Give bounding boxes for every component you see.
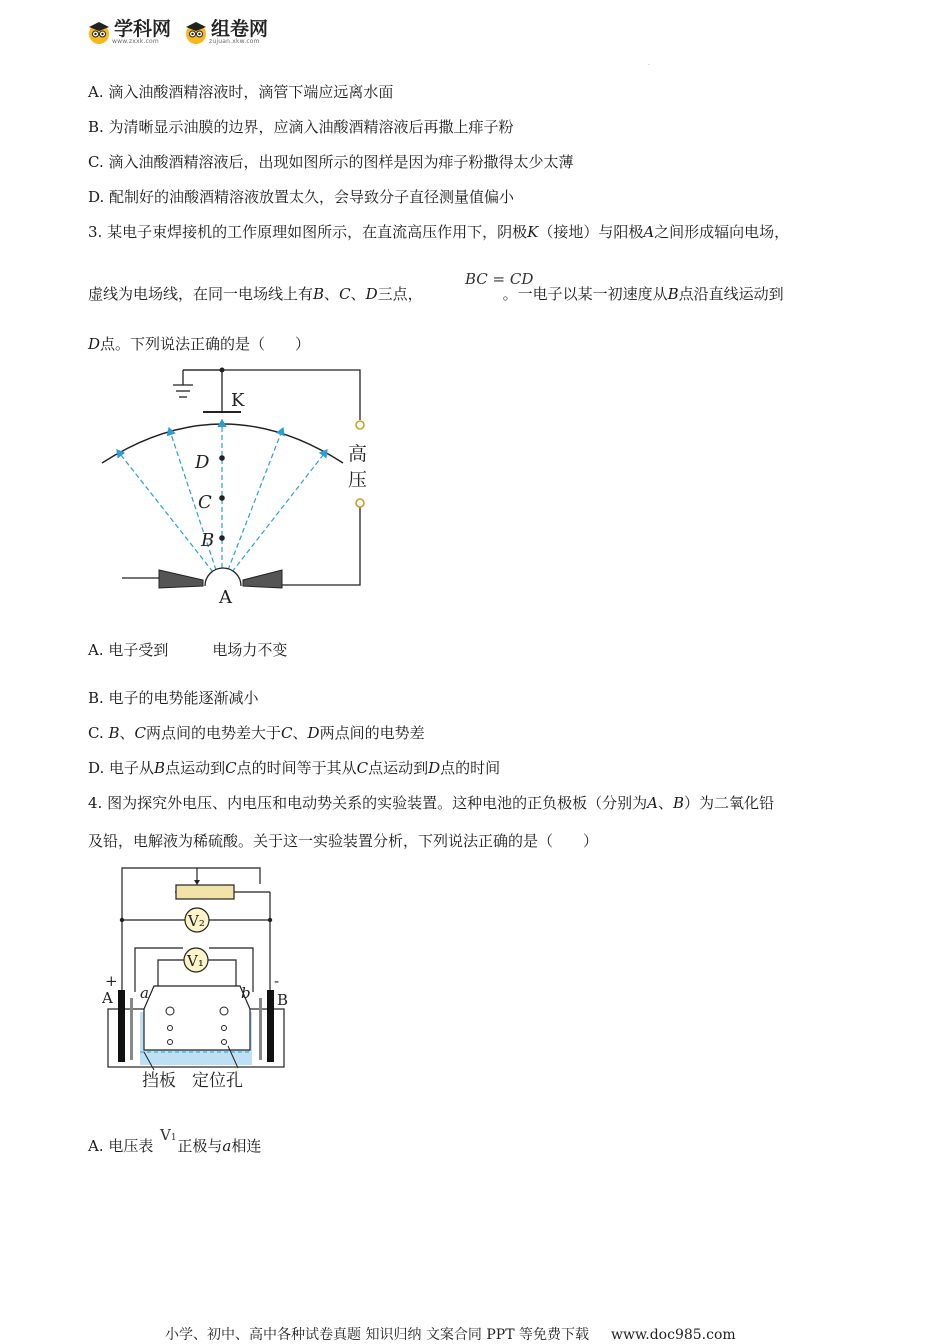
label-b: B	[277, 991, 289, 1009]
label-hole: 定位孔	[192, 1071, 243, 1091]
rheostat	[176, 885, 234, 899]
terminal-bottom	[356, 499, 364, 507]
q4-battery-diagram	[100, 862, 300, 1092]
plate-a	[118, 990, 125, 1062]
q3-formula: BC = CD	[465, 270, 534, 288]
hole	[168, 1040, 173, 1045]
separator-block	[144, 986, 250, 1050]
hole	[222, 1026, 227, 1031]
q3-option-b: B. 电子的电势能逐渐减小	[88, 689, 259, 707]
mascot-icon	[183, 19, 209, 45]
header-logos	[86, 14, 268, 50]
hole	[222, 1040, 227, 1045]
q2-option-d: D. 配制好的油酸酒精溶液放置太久，会导致分子直径测量值偏小	[88, 188, 515, 206]
label-high: 高	[348, 443, 368, 465]
logo1-url: www.zxxk.com	[112, 37, 159, 45]
zujuan-logo[interactable]	[183, 19, 268, 45]
q3-electron-beam-diagram	[95, 360, 375, 610]
probe-a	[130, 998, 133, 1060]
q3-option-a: A. 电子受到 电场力不变	[88, 641, 288, 659]
label-c: C	[198, 492, 212, 513]
q3-option-d: D. 电子从B点运动到C点的时间等于其从C点运动到D点的时间	[88, 759, 501, 777]
probe-b	[259, 998, 262, 1060]
voltmeter-symbol-v1: V1	[160, 1126, 177, 1144]
q3-stem-line3: D点。下列说法正确的是（ ）	[88, 335, 311, 353]
point-d	[219, 455, 225, 461]
junction-dot	[120, 918, 124, 922]
q4-stem-line1: 4. 图为探究外电压、内电压和电动势关系的实验装置。这种电池的正负极板（分别为A、B）为二氧化铅	[88, 794, 774, 812]
label-k: K	[231, 390, 245, 411]
junction-dot	[268, 918, 272, 922]
q3-option-c: C. B、C两点间的电势差大于C、D两点间的电势差	[88, 724, 425, 742]
label-plus: +	[105, 972, 118, 990]
q2-option-a: A. 滴入油酸酒精溶液时，滴管下端应远离水面	[88, 83, 394, 101]
stray-dot: .	[648, 60, 650, 67]
hole	[220, 1007, 228, 1015]
label-b: B	[201, 530, 215, 551]
logo2-name: 组卷网	[211, 17, 269, 40]
label-v2: V₂	[188, 912, 205, 930]
q3-stem-line1: 3. 某电子束焊接机的工作原理如图所示，在直流高压作用下，阴极K（接地）与阳极A之间形成辐向电场，	[88, 223, 790, 241]
ground-icon	[173, 385, 193, 397]
plate-b	[267, 990, 274, 1062]
logo2-url: zujuan.xkw.com	[209, 37, 260, 45]
label-v1: V₁	[187, 952, 204, 970]
q2-option-b: B. 为清晰显示油膜的边界，应滴入油酸酒精溶液后再撒上痱子粉	[88, 118, 514, 136]
label-minus: -	[274, 972, 280, 990]
anode	[122, 568, 282, 588]
circuit-wire	[183, 370, 360, 585]
hole	[166, 1007, 174, 1015]
q4-option-a: A. 电压表 正极与a相连	[88, 1137, 262, 1155]
rheostat-slider	[194, 880, 200, 885]
label-a: A	[219, 587, 232, 608]
footer	[165, 1324, 736, 1344]
label-small-b: b	[241, 984, 251, 1002]
label-voltage: 压	[348, 469, 368, 491]
zxxk-logo[interactable]	[86, 19, 171, 45]
label-d: D	[195, 452, 210, 473]
label-small-a: a	[140, 984, 149, 1002]
terminal-top	[356, 421, 364, 429]
q3-stem-line2: 虚线为电场线，在同一电场线上有B、C、D三点， 。一电子以某一初速度从B点沿直线运动到	[88, 285, 784, 303]
footer-text: 小学、初中、高中各种试卷真题 知识归纳 文案合同 PPT 等免费下载	[165, 1327, 589, 1343]
footer-site-link[interactable]: www.doc985.com	[610, 1327, 736, 1343]
point-c	[219, 495, 225, 501]
mascot-icon	[86, 19, 112, 45]
hole	[168, 1026, 173, 1031]
q4-stem-line2: 及铅，电解液为稀硫酸。关于这一实验装置分析，下列说法正确的是（ ）	[88, 832, 599, 850]
label-a: A	[102, 989, 113, 1007]
q2-option-c: C. 滴入油酸酒精溶液后，出现如图所示的图样是因为痱子粉撒得太少太薄	[88, 153, 574, 171]
junction-dot	[220, 368, 225, 373]
point-b	[219, 535, 225, 541]
label-baffle: 挡板	[142, 1071, 176, 1091]
logo1-name: 学科网	[114, 17, 172, 40]
